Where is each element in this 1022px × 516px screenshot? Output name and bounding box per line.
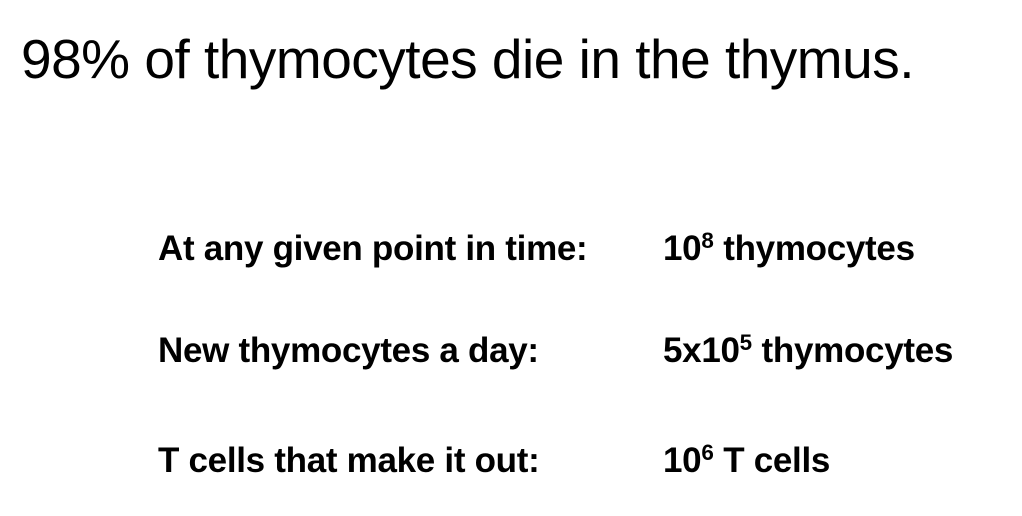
fact-value-exponent: 8	[701, 227, 714, 253]
fact-value	[663, 227, 915, 268]
fact-label: T cells that make it out:	[158, 441, 540, 480]
fact-value	[663, 329, 954, 370]
fact-value-exponent: 6	[701, 439, 714, 465]
facts-list	[158, 0, 1022, 516]
fact-value-rest: thymocytes	[752, 331, 954, 370]
fact-value-rest: thymocytes	[713, 229, 915, 268]
fact-row-new-thymocytes-a-day	[158, 329, 1022, 383]
fact-value-base: 10	[663, 229, 702, 268]
fact-value-exponent: 5	[739, 329, 753, 355]
fact-value-rest: T cells	[713, 441, 831, 480]
fact-label: At any given point in time:	[158, 229, 588, 268]
fact-value-base: 5x10	[663, 331, 740, 370]
fact-label: New thymocytes a day:	[158, 331, 539, 370]
fact-value	[663, 439, 831, 480]
slide-title: 98% of thymocytes die in the thymus.	[21, 28, 914, 90]
fact-row-t-cells-that-make-it-out	[158, 439, 1022, 493]
fact-value-base: 10	[663, 441, 702, 480]
fact-row-at-any-given-point	[158, 227, 1022, 281]
